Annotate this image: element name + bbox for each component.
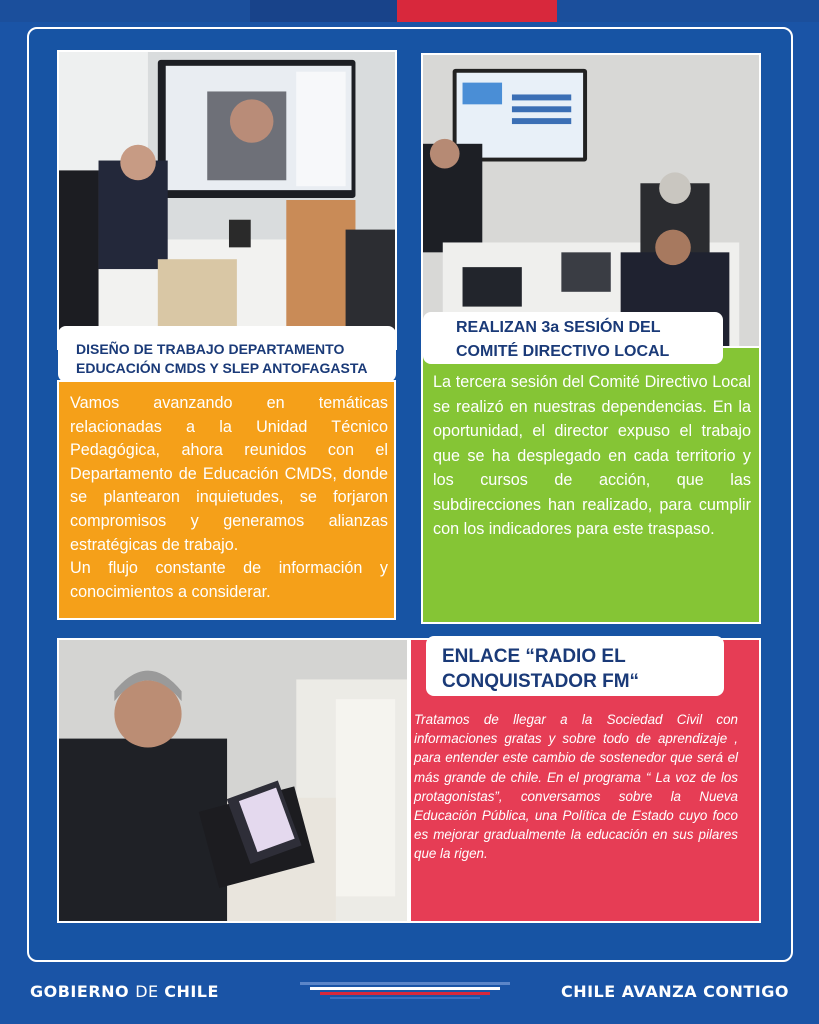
footer-slogan: CHILE AVANZA CONTIGO	[560, 982, 789, 1001]
title-radio	[426, 636, 724, 696]
body-cmds-paragraph2: Un flujo constante de información y conocimientos a considerar.	[70, 559, 388, 601]
body-radio: Tratamos de llegar a la Sociedad Civil con informaciones gratas y sobre todo de aprendizaje , para entender este cambio de sostenedor que será el más grande de chile. En el programa “ La voz de los protagonistas”, conversamos sobre la Nueva Educación Pública, una Política de Estado cuyo foco es mejorar gradualmente la educación en sus pilares que la rigen.	[414, 712, 738, 862]
title-cmds-line1: DISEÑO DE TRABAJO DEPARTAMENTO	[76, 341, 345, 357]
committee-meeting-photo	[421, 53, 761, 353]
body-committee: La tercera sesión del Comité Directivo Local se realizó en nuestras dependencias. En la oportunidad, el director expuso el trabajo que se ha desplegado en cada territorio y los cursos de acción, que las subdirecciones han realizado, para cumplir con los indicadores para este traspaso.	[433, 373, 751, 538]
top-bar-blue-segment	[250, 0, 397, 22]
footer-stripes-decoration	[300, 980, 510, 1000]
footer-government-logo-text	[30, 982, 219, 1001]
body-cmds-paragraph1: Vamos avanzando en temáticas relacionadas a la Unidad Técnico Pedagógica, ahora reunidos con el Departamento de Educación CMDS, donde se plantearon inquietudes, se forjaron compromisos y generamos alianzas estratégicas de trabajo.	[70, 394, 388, 554]
title-committee	[423, 312, 723, 364]
body-cmds	[70, 392, 388, 604]
radio-interview-photo	[57, 638, 409, 923]
top-bar-red-segment	[397, 0, 557, 22]
top-bar	[0, 0, 819, 22]
title-cmds-line2: EDUCACIÓN CMDS Y SLEP ANTOFAGASTA	[76, 360, 368, 376]
footer-left-word3: CHILE	[164, 982, 219, 1001]
meeting-photo-cmds	[57, 50, 397, 350]
footer-left-word1: GOBIERNO	[30, 982, 136, 1001]
title-committee-line2: COMITÉ DIRECTIVO LOCAL	[456, 343, 670, 360]
title-radio-line1: ENLACE “RADIO EL	[442, 646, 626, 667]
title-committee-line1: REALIZAN 3a SESIÓN DEL	[456, 319, 661, 336]
title-cmds	[58, 326, 396, 382]
footer-left-word2: DE	[135, 982, 165, 1001]
title-radio-line2: CONQUISTADOR FM“	[442, 671, 640, 692]
